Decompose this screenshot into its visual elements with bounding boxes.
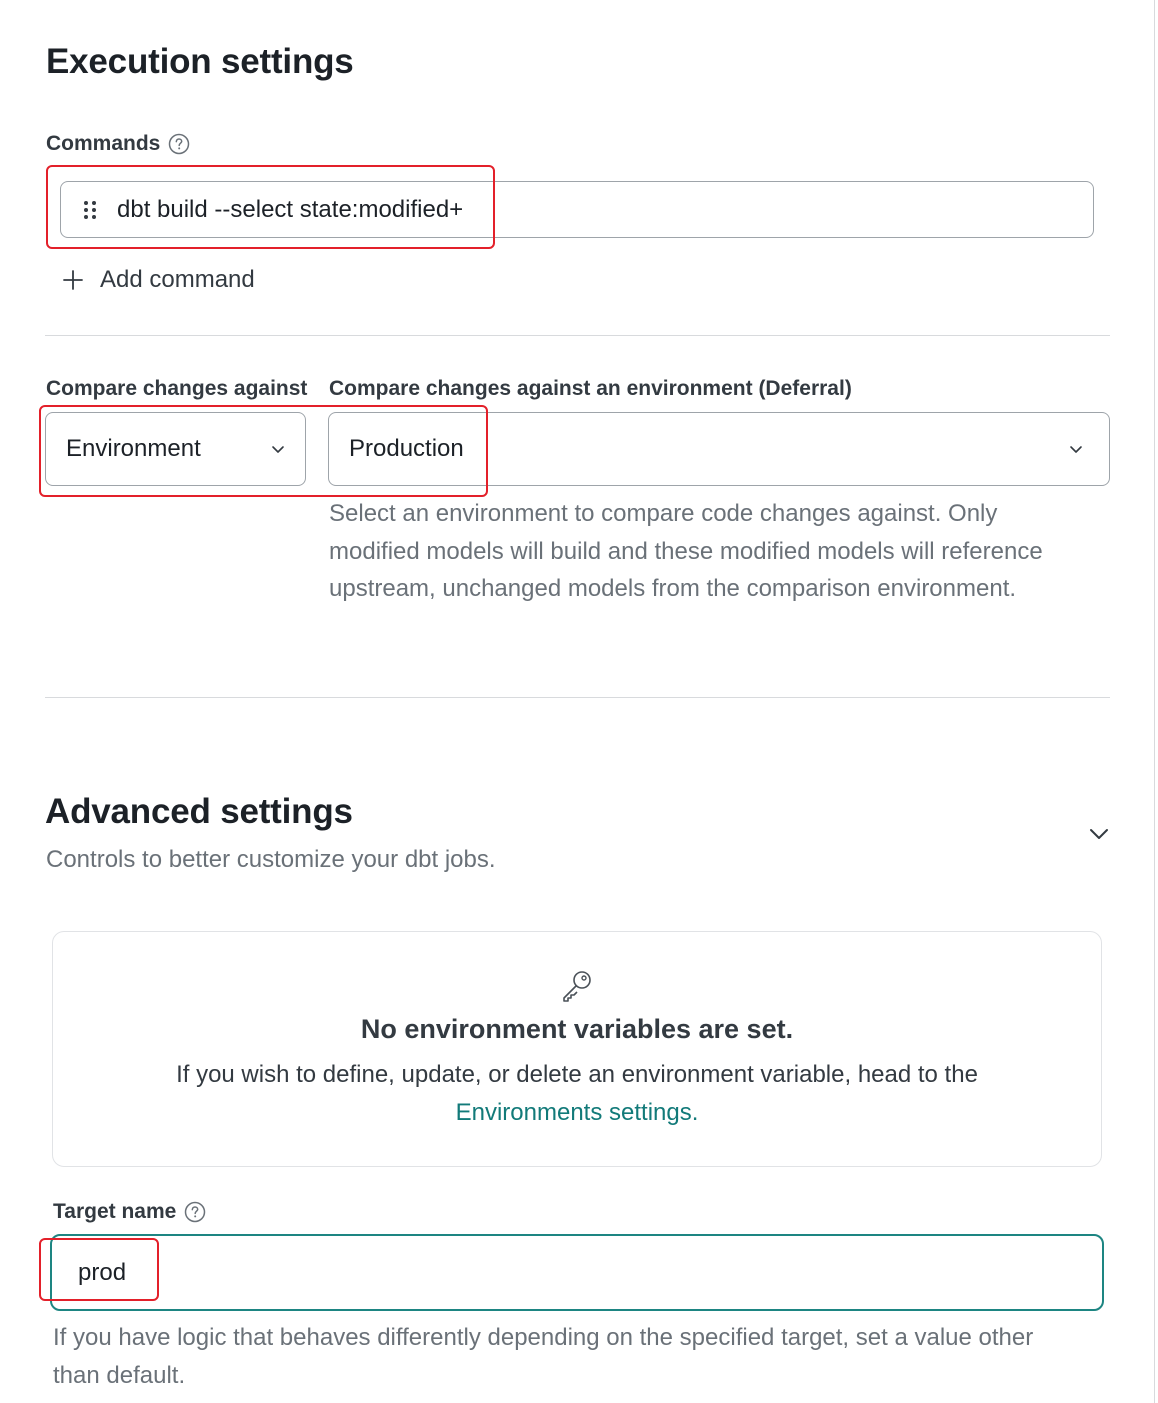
target-label-row bbox=[53, 1200, 206, 1224]
compare-select[interactable] bbox=[45, 412, 306, 486]
deferral-help-text bbox=[329, 495, 1043, 608]
section-divider bbox=[45, 697, 1110, 698]
advanced-settings-subtitle: Controls to better customize your dbt jobs. bbox=[46, 846, 496, 873]
question-circle-icon[interactable] bbox=[184, 1201, 206, 1223]
drag-handle-icon[interactable] bbox=[81, 199, 99, 221]
deferral-help-line: Select an environment to compare code changes against. Only bbox=[329, 500, 998, 527]
deferral-select-value: Production bbox=[349, 435, 464, 462]
plus-icon bbox=[62, 269, 84, 291]
environments-settings-link[interactable]: Environments settings bbox=[455, 1099, 692, 1126]
advanced-settings-title: Advanced settings bbox=[45, 792, 353, 831]
add-command-button[interactable] bbox=[62, 266, 255, 294]
question-circle-icon[interactable] bbox=[168, 133, 190, 155]
chevron-down-icon[interactable] bbox=[1088, 826, 1110, 842]
commands-label-row bbox=[46, 132, 190, 156]
panel-edge bbox=[1154, 0, 1155, 1403]
chevron-down-icon bbox=[271, 444, 285, 454]
command-value: dbt build --select state:modified+ bbox=[117, 195, 464, 223]
env-vars-empty-state bbox=[52, 931, 1102, 1167]
execution-settings-title: Execution settings bbox=[46, 42, 354, 81]
section-divider bbox=[45, 335, 1110, 336]
empty-state-link-line bbox=[53, 1094, 1101, 1132]
target-help-line: than default. bbox=[53, 1361, 186, 1389]
empty-state-title: No environment variables are set. bbox=[360, 1014, 794, 1044]
target-name-label: Target name bbox=[53, 1200, 177, 1223]
empty-state-body bbox=[53, 1056, 1101, 1132]
deferral-help-line: upstream, unchanged models from the comparison environment. bbox=[329, 575, 1017, 602]
target-help-line: If you have logic that behaves differently depending on the specified target, set a value other bbox=[53, 1324, 1034, 1351]
compare-label: Compare changes against bbox=[46, 377, 308, 400]
command-input[interactable] bbox=[60, 181, 1094, 238]
target-name-input[interactable] bbox=[50, 1234, 1104, 1311]
deferral-environment-select[interactable] bbox=[328, 412, 1110, 486]
target-name-value: prod bbox=[78, 1258, 127, 1286]
compare-select-value: Environment bbox=[66, 435, 201, 462]
key-icon bbox=[560, 968, 594, 1002]
add-command-label: Add command bbox=[100, 266, 255, 293]
target-help-text bbox=[53, 1319, 1033, 1394]
deferral-label: Compare changes against an environment (Deferral) bbox=[329, 377, 852, 400]
deferral-help-line: modified models will build and these modified models will reference bbox=[329, 537, 1043, 565]
empty-state-text: If you wish to define, update, or delete an environment variable, head to the bbox=[176, 1061, 978, 1088]
chevron-down-icon bbox=[1069, 444, 1083, 454]
link-suffix: . bbox=[691, 1099, 699, 1126]
commands-label: Commands bbox=[46, 132, 161, 155]
